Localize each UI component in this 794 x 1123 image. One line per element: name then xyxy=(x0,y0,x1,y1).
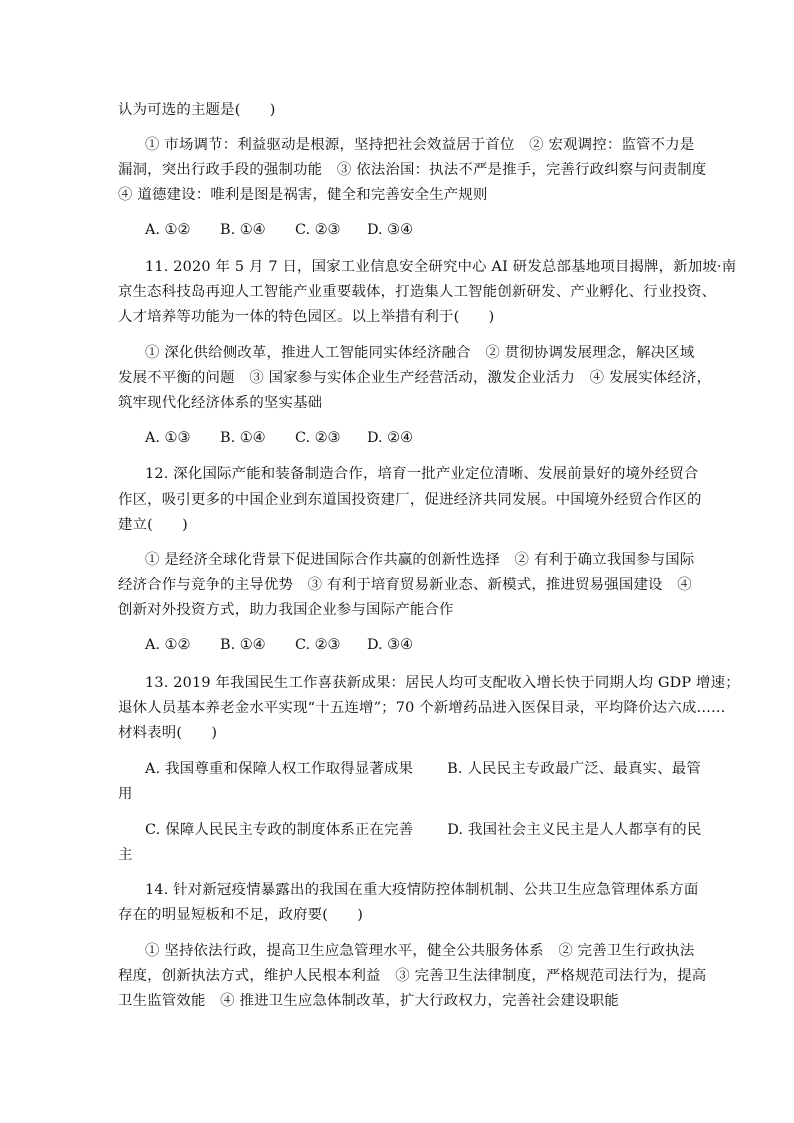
option-b[interactable]: B. ①④ xyxy=(220,430,266,446)
q12-stem-line: 12. 深化国际产能和装备制造合作，培育一批产业定位清晰、发展前景好的境外经贸合 xyxy=(145,466,699,482)
q12-stem-line: 建立( ) xyxy=(118,517,188,533)
q13-stem-line: 退休人员基本养老金水平实现“十五连增”；70 个新增药品进入医保目录，平均降价达六成…… xyxy=(118,700,726,716)
q14-statement-line: 程度，创新执法方式，维护人民根本利益 ③ 完善卫生法律制度，严格规范司法行为，提高 xyxy=(118,968,707,984)
q13-stem-line: 13. 2019 年我国民生工作喜获新成果：居民人均可支配收入增长快于同期人均 GDP 增速； xyxy=(145,675,740,691)
q10-options xyxy=(145,220,413,240)
q13-option-line[interactable]: 主 xyxy=(118,847,133,863)
q13-stem-line: 材料表明( ) xyxy=(118,725,218,741)
q13-option-line[interactable]: A. 我国尊重和保障人权工作取得显著成果 B. 人民民主专政最广泛、最真实、最管 xyxy=(145,761,701,777)
option-a[interactable]: A. ①② xyxy=(145,222,191,238)
option-c[interactable]: C. ②③ xyxy=(295,222,341,238)
option-d[interactable]: D. ②④ xyxy=(367,430,413,446)
option-a[interactable]: A. ①② xyxy=(145,637,191,653)
option-b[interactable]: B. ①④ xyxy=(220,637,266,653)
q11-statement-line: 发展不平衡的问题 ③ 国家参与实体企业生产经营活动，激发企业活力 ④ 发展实体经济， xyxy=(118,370,712,386)
q11-statement-line: ① 深化供给侧改革，推进人工智能同实体经济融合 ② 贯彻协调发展理念，解决区域 xyxy=(145,345,695,361)
q12-statement-line: 创新对外投资方式，助力我国企业参与国际产能合作 xyxy=(118,602,454,618)
q11-stem-line: 京生态科技岛再迎人工智能产业重要载体，打造集人工智能创新研发、产业孵化、行业投资、 xyxy=(118,284,717,300)
q13-option-line[interactable]: C. 保障人民民主专政的制度体系正在完善 D. 我国社会主义民主是人人都享有的民 xyxy=(145,822,702,838)
option-d[interactable]: D. ③④ xyxy=(367,222,413,238)
q10-statement-line: 漏洞，突出行政手段的强制功能 ③ 依法治国：执法不严是推手，完善行政纠察与问责制度 xyxy=(118,162,707,178)
q14-stem-line: 存在的明显短板和不足，政府要( ) xyxy=(118,907,364,923)
q14-stem-line: 14. 针对新冠疫情暴露出的我国在重大疫情防控体制机制、公共卫生应急管理体系方面 xyxy=(145,882,699,898)
q10-statement-line: ① 市场调节：利益驱动是根源，坚持把社会效益居于首位 ② 宏观调控：监管不力是 xyxy=(145,137,695,153)
q10-stem-end: 认为可选的主题是( ) xyxy=(118,102,276,118)
option-b[interactable]: B. ①④ xyxy=(220,222,266,238)
q14-statement-line: 卫生监管效能 ④ 推进卫生应急体制改革，扩大行政权力，完善社会建设职能 xyxy=(118,993,619,1009)
q12-statement-line: 经济合作与竞争的主导优势 ③ 有利于培育贸易新业态、新模式，推进贸易强国建设 ④ xyxy=(118,577,692,593)
option-c[interactable]: C. ②③ xyxy=(295,430,341,446)
q12-stem-line: 作区，吸引更多的中国企业到东道国投资建厂，促进经济共同发展。中国境外经贸合作区的 xyxy=(118,492,702,508)
q10-statement-line: ④ 道德建设：唯利是图是祸害，健全和完善安全生产规则 xyxy=(118,187,488,203)
q11-stem-line: 人才培养等功能为一体的特色园区。以上举措有利于( ) xyxy=(118,309,495,325)
q11-options xyxy=(145,428,413,448)
q11-stem-line: 11. 2020 年 5 月 7 日，国家工业信息安全研究中心 AI 研发总部基地项目揭牌，新加坡·南 xyxy=(145,259,737,275)
option-a[interactable]: A. ①③ xyxy=(145,430,191,446)
q13-option-line[interactable]: 用 xyxy=(118,786,133,802)
q11-statement-line: 筑牢现代化经济体系的坚实基础 xyxy=(118,395,323,411)
q14-statement-line: ① 坚持依法行政，提高卫生应急管理水平，健全公共服务体系 ② 完善卫生行政执法 xyxy=(145,943,695,959)
option-c[interactable]: C. ②③ xyxy=(295,637,341,653)
q12-options xyxy=(145,635,413,655)
q12-statement-line: ① 是经济全球化背景下促进国际合作共赢的创新性选择 ② 有利于确立我国参与国际 xyxy=(145,552,695,568)
option-d[interactable]: D. ③④ xyxy=(367,637,413,653)
